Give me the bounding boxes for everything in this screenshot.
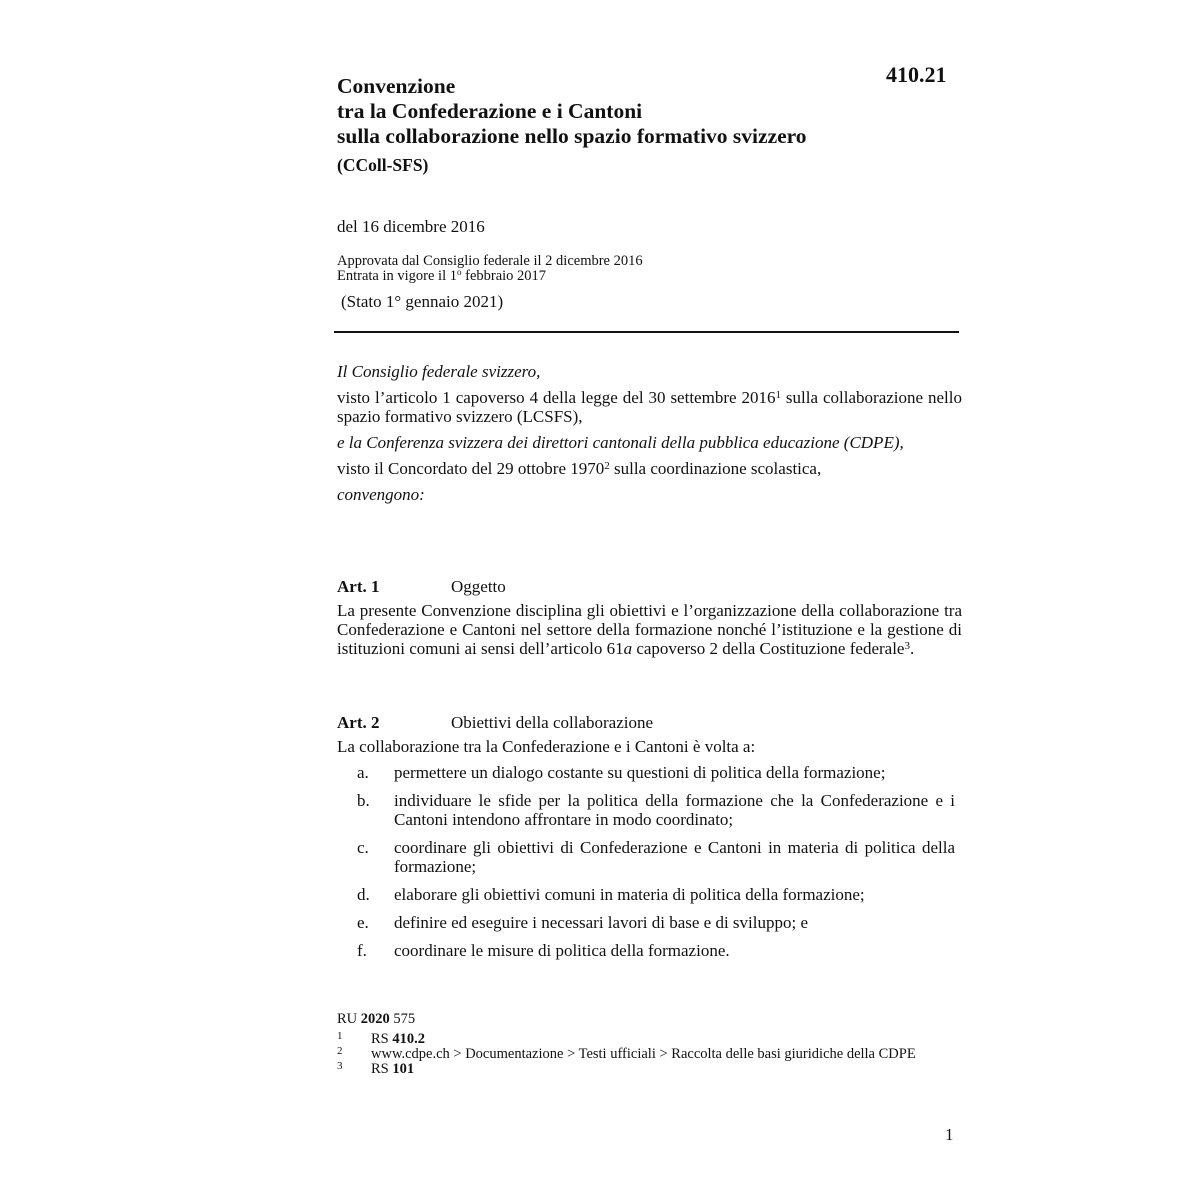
article-title: Oggetto — [451, 577, 506, 596]
footnote — [337, 1032, 962, 1047]
footnote-text: www.cdpe.ch > Documentazione > Testi ufficiali > Raccolta delle basi giuridiche della CDPE — [371, 1046, 916, 1062]
article-1 — [337, 577, 962, 658]
list-letter: d. — [357, 885, 370, 904]
footnote-mark: 1 — [337, 1030, 343, 1042]
article-intro: La collaborazione tra la Confederazione e i Cantoni è volta a: — [337, 737, 756, 756]
footnote-text: RS 410.2 — [371, 1031, 425, 1047]
list-text: elaborare gli obiettivi comuni in materia di politica della formazione; — [394, 885, 865, 904]
list-item — [337, 838, 962, 876]
page-number: 1 — [945, 1125, 954, 1144]
list-text: individuare le sfide per la politica della formazione che la Confederazione e i Cantoni intendono affrontare in modo coordinato; — [394, 791, 955, 829]
footnote-text: RS 101 — [371, 1061, 415, 1077]
list-letter: e. — [357, 913, 369, 932]
list-letter: f. — [357, 941, 367, 960]
approved-line: Approvata dal Consiglio federale il 2 dicembre 2016 — [337, 253, 643, 269]
article-title: Obiettivi della collaborazione — [451, 713, 654, 732]
list-item — [337, 885, 962, 904]
list-item — [337, 941, 962, 960]
preamble-line: visto l’articolo 1 capoverso 4 della legge del 30 settembre 2016$^1$ sulla collaborazione nello spazio formativo svizzero (LCSFS), — [337, 388, 962, 426]
objectives-list — [337, 763, 962, 960]
footnotes — [337, 1012, 962, 1077]
list-letter: a. — [357, 763, 369, 782]
article-2 — [337, 713, 962, 969]
preamble-line: convengono: — [337, 485, 425, 504]
document-number: 410.21 — [886, 62, 947, 87]
document-date: del 16 dicembre 2016 — [337, 217, 485, 236]
footnote-ref: 2 — [604, 460, 610, 472]
list-text: definire ed eseguire i necessari lavori di base e di sviluppo; e — [394, 913, 808, 932]
ru-reference: RU 2020 575 — [337, 1011, 416, 1027]
preamble-line: visto il Concordato del 29 ottobre 1970$^2$ sulla coordinazione scolastica, — [337, 459, 822, 478]
document-title — [337, 74, 957, 149]
title-line: sulla collaborazione nello spazio formativo svizzero — [337, 124, 807, 148]
article-heading — [337, 713, 962, 732]
list-item — [337, 913, 962, 932]
footnote — [337, 1047, 962, 1062]
article-text: La presente Convenzione disciplina gli obiettivi e l’organizzazione della collaborazione tra Confederazione e Cantoni nel settore della formazione nonché l’istituzione e la gestione di istituzioni comuni ai sensi dell’articolo 61a capoverso 2 della Costituzione federale$^3$. — [337, 601, 962, 658]
list-item — [337, 763, 962, 782]
list-item — [337, 791, 962, 829]
footnote-mark: 2 — [337, 1045, 343, 1057]
list-letter: c. — [357, 838, 369, 857]
list-text: coordinare gli obiettivi di Confederazione e Cantoni in materia di politica della formazione; — [394, 838, 955, 876]
header-divider — [334, 331, 959, 333]
document-abbreviation: (CColl-SFS) — [337, 155, 429, 175]
title-line: tra la Confederazione e i Cantoni — [337, 99, 643, 123]
list-text: coordinare le misure di politica della formazione. — [394, 941, 730, 960]
footnote-ref: 3 — [904, 640, 910, 652]
title-line: Convenzione — [337, 74, 456, 98]
footnote-mark: 3 — [337, 1060, 343, 1072]
entry-into-force-line: Entrata in vigore il 1$^o$ febbraio 2017 — [337, 267, 547, 284]
status-line: (Stato 1° gennaio 2021) — [341, 292, 504, 311]
preamble-line: e la Conferenza svizzera dei direttori cantonali della pubblica educazione (CDPE), — [337, 433, 904, 452]
list-text: permettere un dialogo costante su questioni di politica della formazione; — [394, 763, 886, 782]
footnote — [337, 1062, 962, 1077]
footnote-ref: 1 — [775, 389, 781, 401]
article-number: Art. 2 — [337, 713, 380, 732]
preamble — [337, 362, 962, 511]
list-letter: b. — [357, 791, 370, 810]
article-heading — [337, 577, 962, 596]
preamble-line: Il Consiglio federale svizzero, — [337, 362, 541, 381]
article-number: Art. 1 — [337, 577, 380, 596]
approval-info — [337, 254, 643, 284]
